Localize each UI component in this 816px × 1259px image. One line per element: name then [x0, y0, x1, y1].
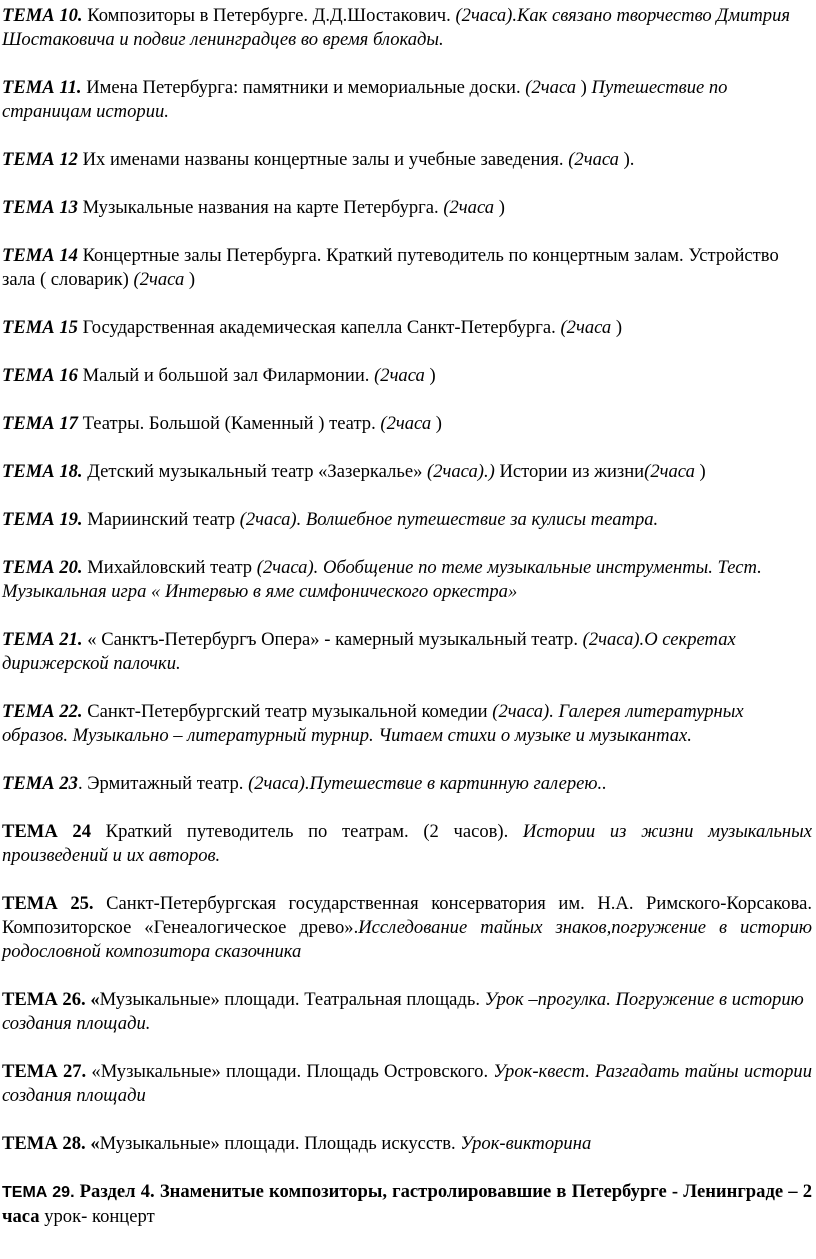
topic-label: ТЕМА 14: [2, 245, 78, 266]
topic-title: Краткий путеводитель по театрам. (2 часов).: [91, 821, 523, 842]
topic-23: [2, 772, 812, 796]
topic-13: [2, 196, 812, 220]
topic-note: (2часа).Как связано творчество Дмитрия Шостаковича и подвиг ленинградцев во время блокады.: [2, 5, 791, 50]
topic-title: урок- концерт: [39, 1206, 155, 1227]
topic-tail: ): [184, 269, 196, 290]
topic-title: Театры. Большой (Каменный ) театр.: [77, 413, 381, 434]
topic-label-quote: «: [85, 1133, 100, 1154]
topic-label: ТЕМА 22.: [2, 701, 83, 722]
topic-note: Урок-викторина: [460, 1133, 592, 1154]
topic-title: Государственная академическая капелла Санкт-Петербурга.: [77, 317, 561, 338]
topic-title: Их именами названы концертные залы и учебные заведения.: [77, 149, 569, 170]
topic-note: Исследование тайных знаков,погружение в историю родословной композитора сказочника: [2, 917, 812, 962]
topic-title: «Музыкальные» площади. Площадь Островского.: [86, 1061, 494, 1082]
topic-15: [2, 316, 812, 340]
section-heading: Раздел 4. Знаменитые композиторы, гастролировавшие в Петербурге - Ленинграде – 2 часа: [2, 1181, 812, 1227]
topic-note: Урок –прогулка. Погружение в историю создания площади.: [2, 989, 804, 1034]
topic-label-quote: «: [85, 989, 100, 1010]
topic-label: ТЕМА 26.: [2, 989, 86, 1010]
topic-26: [2, 988, 812, 1036]
topic-tail: ).: [618, 149, 635, 170]
topic-note: Путешествие по страницам истории.: [2, 77, 728, 122]
topic-19: [2, 508, 812, 532]
topic-hours: (2часа).): [427, 461, 495, 482]
topic-title: Композиторы в Петербурге. Д.Д.Шостакович.: [82, 5, 456, 26]
topic-label: ТЕМА 19.: [2, 509, 83, 530]
topic-label: ТЕМА 20.: [2, 557, 83, 578]
topic-12: [2, 148, 812, 172]
topic-title: Музыкальные названия на карте Петербурга.: [77, 197, 444, 218]
topic-tail: ): [424, 365, 436, 386]
topic-label: ТЕМА 29.: [2, 1184, 75, 1201]
topic-hours: (2часа: [443, 197, 495, 218]
topic-tail: ): [611, 317, 623, 338]
topic-27: [2, 1060, 812, 1108]
topic-title-cont: ): [576, 77, 592, 98]
topic-18: [2, 460, 812, 484]
topic-title: . Эрмитажный театр.: [77, 773, 249, 794]
topic-hours: (2часа: [560, 317, 612, 338]
topic-note: (2часа).О секретах дирижерской палочки.: [2, 629, 736, 674]
topic-label: ТЕМА 10.: [2, 5, 83, 26]
topic-hours: (2часа: [568, 149, 619, 170]
topic-label: ТЕМА 13: [2, 197, 78, 218]
topic-title: Музыкальные» площади. Площадь искусств.: [99, 1133, 461, 1154]
topic-label: ТЕМА 28.: [2, 1133, 86, 1154]
topic-24: [2, 820, 812, 868]
topic-title: « Санктъ-Петербургъ Опера» - камерный музыкальный театр.: [82, 629, 583, 650]
topic-22: [2, 700, 812, 748]
topic-label: ТЕМА 18.: [2, 461, 83, 482]
topic-hours-2: (2часа: [644, 461, 695, 482]
topic-label: ТЕМА 12: [2, 149, 78, 170]
topic-hours: (2часа: [525, 77, 577, 98]
topic-title: Детский музыкальный театр «Зазеркалье»: [82, 461, 428, 482]
topic-21: [2, 628, 812, 676]
topic-label: ТЕМА 23: [2, 773, 78, 794]
topic-title: Санкт-Петербургский театр музыкальной комедии: [82, 701, 493, 722]
topic-29: [2, 1180, 812, 1229]
topic-label: ТЕМА 24: [2, 821, 92, 842]
topic-20: [2, 556, 812, 604]
topic-title: Мариинский театр: [82, 509, 240, 530]
topic-label: ТЕМА 21.: [2, 629, 83, 650]
topic-label: ТЕМА 16: [2, 365, 78, 386]
topic-label: ТЕМА 17: [2, 413, 78, 434]
topic-hours: (2часа: [380, 413, 432, 434]
topic-note: (2часа).Путешествие в картинную галерею..: [248, 773, 607, 794]
topic-tail: ): [694, 461, 706, 482]
topic-title: Музыкальные» площади. Театральная площадь.: [99, 989, 485, 1010]
topic-25: [2, 892, 812, 964]
topic-hours: (2часа: [133, 269, 185, 290]
topic-note: (2часа). Галерея литературных образов. Музыкально – литературный турнир. Читаем стихи о музыке и музыкантах.: [2, 701, 744, 746]
topic-title: Концертные залы Петербурга. Краткий путеводитель по концертным залам. Устройство зала ( словарик): [2, 245, 779, 290]
topic-note: (2часа). Обобщение по теме музыкальные инструменты. Тест. Музыкальная игра « Интервью в яме симфонического оркестра»: [2, 557, 762, 602]
topic-title: Имена Петербурга: памятники и мемориальные доски.: [81, 77, 526, 98]
topic-label: ТЕМА 27.: [2, 1061, 87, 1082]
topic-14: [2, 244, 812, 292]
topic-11: [2, 76, 812, 124]
topic-tail: ): [431, 413, 442, 434]
topic-16: [2, 364, 812, 388]
topic-title: Михайловский театр: [82, 557, 257, 578]
topic-28: [2, 1132, 812, 1156]
topic-tail: ): [494, 197, 505, 218]
topic-title: Малый и большой зал Филармонии.: [77, 365, 375, 386]
topic-hours: (2часа: [374, 365, 425, 386]
topic-note: Истории из жизни музыкальных произведений и их авторов.: [2, 821, 812, 866]
topic-label: ТЕМА 11.: [2, 77, 82, 98]
topic-17: [2, 412, 812, 436]
topic-note: Урок-квест. Разгадать тайны истории создания площади: [2, 1061, 812, 1106]
topic-label: ТЕМА 25.: [2, 893, 94, 914]
topic-10: [2, 4, 812, 52]
topic-label: ТЕМА 15: [2, 317, 78, 338]
topic-note: (2часа). Волшебное путешествие за кулисы театра.: [239, 509, 659, 530]
topic-title-cont: Истории из жизни: [494, 461, 645, 482]
topic-title: Санкт-Петербургская государственная консерватория им. Н.А. Римского-Корсакова. Композиторское «Генеалогическое древо».: [2, 893, 813, 938]
